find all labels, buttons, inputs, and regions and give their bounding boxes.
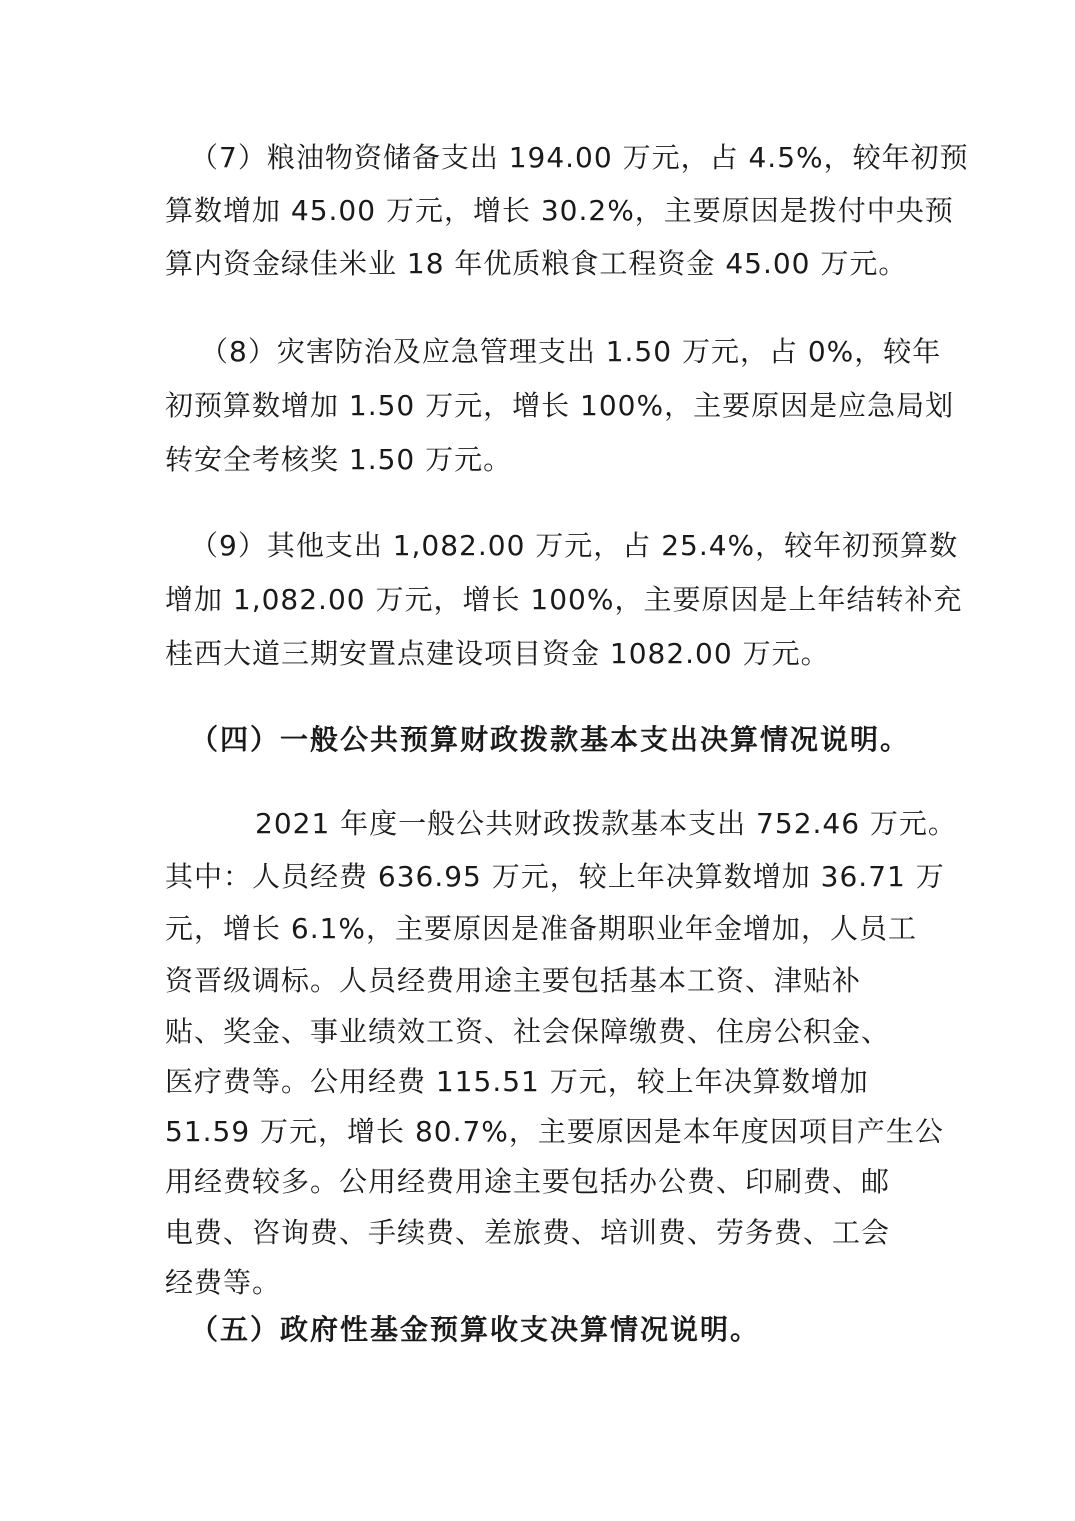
- item-9-line-1: （9）其他支出 1,082.00 万元，占 25.4%，较年初预算数: [190, 529, 959, 562]
- section-4-line-9: 电费、咨询费、手续费、差旅费、培训费、劳务费、工会: [165, 1216, 891, 1249]
- item-7-line-3: 算内资金绿佳米业 18 年优质粮食工程资金 45.00 万元。: [165, 247, 908, 280]
- section-4-heading: （四）一般公共预算财政拨款基本支出决算情况说明。: [190, 723, 911, 756]
- section-4-line-3: 元，增长 6.1%，主要原因是准备期职业年金增加，人员工: [165, 912, 918, 945]
- item-9-line-2: 增加 1,082.00 万元，增长 100%，主要原因是上年结转补充: [165, 583, 963, 616]
- section-4-line-8: 用经费较多。公用经费用途主要包括办公费、印刷费、邮: [165, 1165, 891, 1198]
- item-9-line-3: 桂西大道三期安置点建设项目资金 1082.00 万元。: [165, 637, 830, 670]
- section-4-line-7: 51.59 万元，增长 80.7%，主要原因是本年度因项目产生公: [165, 1115, 944, 1148]
- section-4-line-1: 2021 年度一般公共财政拨款基本支出 752.46 万元。: [255, 807, 957, 840]
- item-7-line-1: （7）粮油物资储备支出 194.00 万元，占 4.5%，较年初预: [190, 141, 969, 174]
- section-4-line-6: 医疗费等。公用经费 115.51 万元，较上年决算数增加: [165, 1065, 869, 1098]
- section-4-line-5: 贴、奖金、事业绩效工资、社会保障缴费、住房公积金、: [165, 1015, 891, 1048]
- section-4-line-4: 资晋级调标。人员经费用途主要包括基本工资、津贴补: [165, 964, 862, 997]
- item-8-line-1: （8）灾害防治及应急管理支出 1.50 万元，占 0%，较年: [200, 335, 942, 368]
- item-8-line-3: 转安全考核奖 1.50 万元。: [165, 443, 513, 476]
- section-4-line-2: 其中：人员经费 636.95 万元，较上年决算数增加 36.71 万: [165, 860, 945, 893]
- item-7-line-2: 算数增加 45.00 万元，增长 30.2%，主要原因是拨付中央预: [165, 194, 954, 227]
- section-5-heading: （五）政府性基金预算收支决算情况说明。: [190, 1313, 761, 1346]
- section-4-line-10: 经费等。: [165, 1266, 282, 1299]
- item-8-line-2: 初预算数增加 1.50 万元，增长 100%，主要原因是应急局划: [165, 389, 955, 422]
